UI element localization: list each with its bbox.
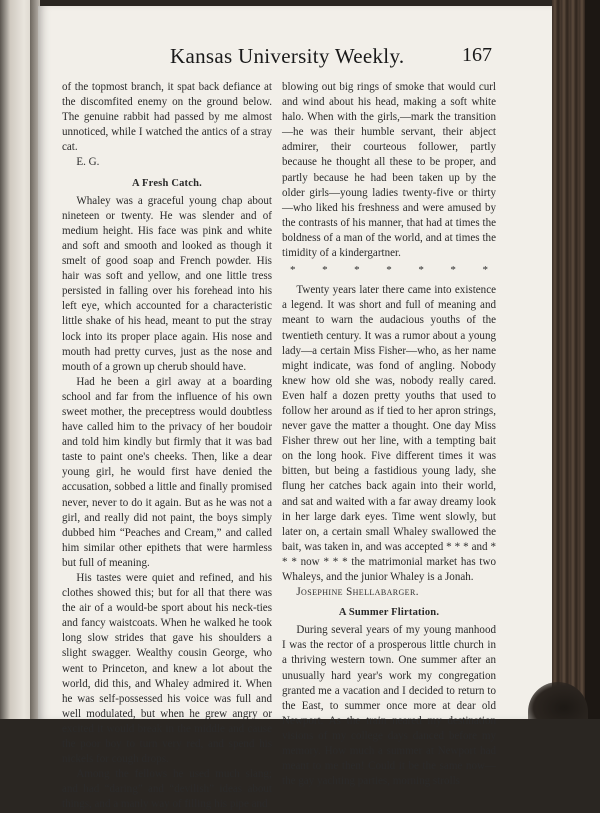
star: *: [450, 264, 456, 277]
intro-signature: E. G.: [76, 156, 100, 169]
journal-title: Kansas University Weekly.: [170, 44, 405, 68]
intro-paragraph: of the topmost branch, it spat back defiance at the discomfited enemy on the ground below. The genuine rabbit had passed by me almost unnoticed, while I watched the antics of a stray cat.: [62, 81, 272, 154]
paragraph: Whaley was a graceful young chap about nineteen or twenty. He was slender and of medium height. His face was pink and white and soft and smooth and looked as though it smelt of good soap and French powder. His hair was soft and yellow, and one little tress persisted in falling over his forehead into his left eye, which accounted for a characteristic little shake of his head, meant to put the stray lock into its proper place again. His nose and mouth had pretty curves, just as the nose and mouth of a grown up cherub should have.: [62, 194, 272, 373]
star: *: [386, 264, 392, 277]
star: *: [290, 264, 296, 277]
paragraph: blowing out big rings of smoke that would curl and wind about his head, making a soft white halo. When with the girls,—mark the transition—he was their humble servant, their abject admirer, their courteous follower, partly because he thought all these to be proper, and partly because he had been taken up by the older girls—young ladies twenty-five or thirty—who liked his freshness and were amused by the contrasts of his manner, that had at times the boldness of a man of the world, and at times the timidity of a kindergartner.: [282, 81, 496, 260]
paragraph: During several years of my young manhood I was the rector of a prosperous little church in a thriving western town. One summer after an unusually hard year's work my congregation granted me a vacation and I decided to return to the East, to summer once more at dear old Newport. As the train neared my destination visions of my college days danced before my memory. How much a summer at Newport had meant to me then! Could it be the same now—the gay yachting parties, morning strolls: [282, 624, 496, 788]
paragraph: Twenty years later there came into existence a legend. It was short and full of meaning and meant to warn the audacious youths of the twentieth century. It was a rumor about a young lady—a certain Miss Fisher—who, as her name might indicate, was fond of angling. Nobody knew how old she was, nobody really cared. Even half a dozen pretty youths that used to follow her around as if tied to her apron strings, never gave the matter a thought. One day Miss Fisher threw out her line, with a tempting bait on the long hook. Five different times it was bitten, but being a fastidious young lady, she flung her catches back again into their world, and sat and waited with a far away dreamy look in her large dark eyes. Time went slowly, but later on, a certain small Whaley swallowed the bait, was taken in, and was accepted * * * and * * * now * * * the matrimonial market has two Whaleys, and the junior Whaley is a Jonah.: [282, 284, 496, 583]
left-column: [62, 80, 272, 813]
star: *: [482, 264, 488, 277]
paragraph: Had he been a girl away at a boarding school and far from the influence of his own sweet mother, the preceptress would doubtless have called him to the privacy of her boudoir and told him kindly but firmly that it was bad taste to paint one's cheeks. Then, like a dear young girl, he would first have denied the accusation, sobbed a little and finally promised never, never to do it again. But as he was not a girl, and really did not paint, the boys simply dubbed him “Peaches and Cream,” and called him similar other epithets that were harmless but full of meaning.: [62, 375, 272, 569]
section-title-summer-flirtation: A Summer Flirtation.: [338, 607, 440, 619]
book-cover-edge: [585, 0, 600, 719]
right-column: [282, 80, 496, 789]
star: *: [322, 264, 328, 277]
section-divider-stars: [290, 263, 488, 278]
paragraph: His tastes were quiet and refined, and his clothes showed this; but for all that there was the air of a would-be sport about his neck-ties and fancy waistcoats. When he walked he took long slow strides that gave his shoulders a slight swagger. Wealthy cousin George, who went to Princeton, and knew a lot about the world, did this, and Whaley admired it. When he was self-possessed his voice was full and well modulated, but when he grew angry or excited it would break in the middle and cause the poor boy to turn very red, and spend his nickels for cough drops.: [62, 572, 272, 766]
left-page-edge: [0, 0, 34, 719]
author-signature: Josephine Shellabarger.: [296, 586, 419, 599]
star: *: [354, 264, 360, 277]
section-title-fresh-catch: A Fresh Catch.: [132, 177, 202, 189]
star: *: [418, 264, 424, 277]
paragraph: Among the fellows he used much slang; and had “daring” and “devilish” ideas about things, and a manly way of filling his pipe and: [62, 768, 272, 811]
page-number: 167: [462, 44, 492, 66]
page-header: [38, 44, 554, 72]
